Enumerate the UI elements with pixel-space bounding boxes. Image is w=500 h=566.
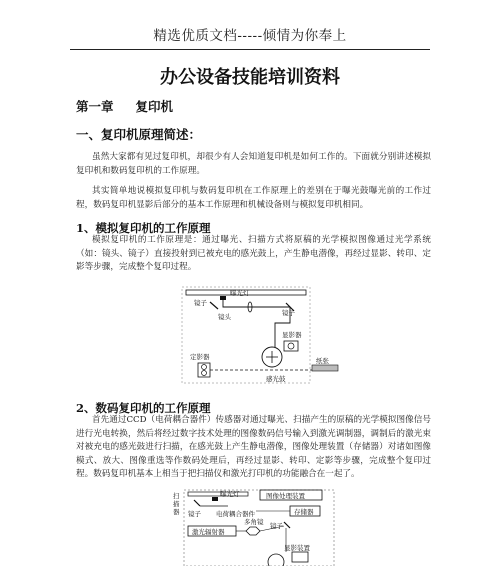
processor-label: 图像处理装置 (266, 492, 305, 500)
paper-label: 纸张 (316, 357, 329, 365)
digital-heading: 2、数码复印机的工作原理 (76, 401, 211, 415)
laser-label: 激光辐射器 (192, 528, 225, 536)
svg-text:器: 器 (173, 508, 180, 516)
intro-paragraph-2: 其实简单地说模拟复印机与数码复印机在工作原理上的差别在于曝光鼓曝光前的工作过程，数码复印机显影后部分的基本工作原理和机械设备则与模拟复印机相同。 (76, 186, 431, 210)
mirror1-label: 镜子 (194, 299, 207, 307)
polygon-mirror (246, 527, 260, 535)
polygon-label: 多角镜 (244, 518, 264, 526)
mirror-1 (210, 302, 218, 309)
memory-label: 存储器 (294, 508, 314, 516)
mirror2-label: 镜子 (282, 309, 295, 317)
page-header: 精选优质文档-----倾情为你奉上 (153, 28, 347, 44)
fuser-label: 定影器 (190, 353, 210, 361)
header-rule (70, 49, 430, 50)
analog-heading: 1、模拟复印机的工作原理 (76, 221, 211, 235)
chapter-number: 第一章 (76, 99, 114, 114)
paper-tray (312, 365, 338, 371)
mirror1-label: 镜子 (188, 510, 201, 518)
lamp-label: 曝光灯 (220, 490, 240, 498)
chapter-name: 复印机 (135, 99, 174, 114)
analog-copier-diagram (180, 285, 340, 387)
lens-label: 镜头 (218, 313, 231, 321)
digital-copier-diagram (172, 486, 342, 566)
drum-label: 感光鼓 (266, 375, 286, 383)
lamp-label: 曝光灯 (230, 289, 250, 297)
developer-label: 显影器 (282, 331, 302, 339)
developer-unit (284, 341, 298, 351)
digital-paragraph: 首先通过CCD（电荷耦合器件）传感器对通过曝光、扫描产生的原稿的光学模拟图像信号进行光电转换，然后将经过数字技术处理的图像数码信号输入到激光调制器，调制后的激光束对被充电的感光鼓进行扫描，在感光鼓上产生静电潜像，图像处理装置（存储器）对诸如图像模式、放大、图像重选等作数码处理后，再经过显影、转印、定影等步骤，完成整个复印过程。数码复印机基本上相当于把扫描仪和激光打印机的功能融合在一起了。 (76, 415, 431, 479)
exposure-lamp (220, 296, 226, 300)
ccd-label: 电荷耦合器件 (216, 510, 255, 518)
chapter-heading (76, 97, 173, 115)
section-heading: 一、复印机原理简述： (76, 127, 202, 142)
analog-paragraph: 模拟复印机的工作原理是：通过曝光、扫描方式将原稿的光学模拟图像通过光学系统（如：镜头、镜子）直接投射到已被充电的感光鼓上，产生静电潜像，再经过显影、转印、定影等步骤，完成整个复印过程。 (76, 235, 431, 272)
fuser-unit (198, 363, 210, 377)
intro-paragraph-1: 虽然大家都有见过复印机，却很少有人会知道复印机是如何工作的。下面就分别讲述模拟复印机和数码复印机的工作原理。 (76, 152, 431, 176)
scanner-label-1: 扫 (173, 492, 180, 500)
optical-path (223, 300, 290, 347)
mirror-1 (194, 500, 200, 506)
svg-text:描: 描 (173, 500, 180, 508)
document-title: 办公设备技能培训资料 (160, 67, 340, 88)
photoconductor-drum (268, 554, 284, 566)
exposure-lamp (212, 497, 218, 501)
mirror2-label: 镜子 (270, 522, 283, 530)
developer-label: 显影装置 (284, 544, 310, 552)
